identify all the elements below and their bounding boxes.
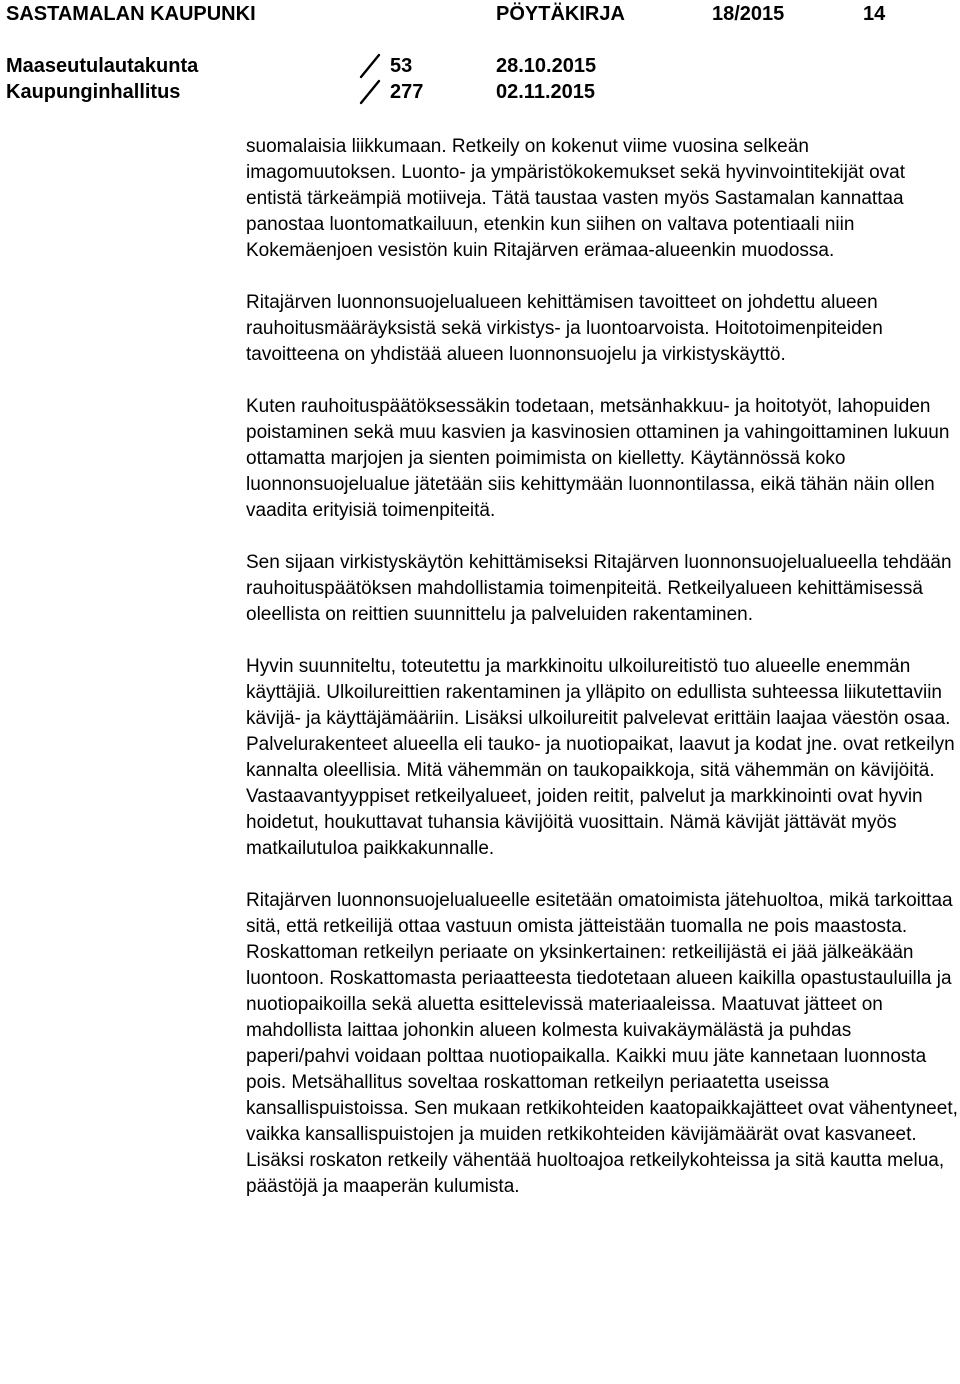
committee-name: Kaupunginhallitus xyxy=(6,81,181,103)
document-header xyxy=(0,0,960,110)
section-number: 53 xyxy=(390,55,413,77)
body-paragraph: Kuten rauhoituspäätöksessäkin todetaan, metsänhakkuu- ja hoitotyöt, lahopuiden poistaminen sekä muu kasvien ja kasvinosien ottaminen ja vahingoittaminen lukuun ottamatta marjojen ja sienten poimimista on kielletty. Käytännössä koko luonnonsuojelualue jätetään siis kehittymään luonnontilassa, eikä tähän näin ollen vaadita erityisiä toimenpiteitä. xyxy=(246,396,950,521)
body-paragraph: Ritajärven luonnonsuojelualueelle esitetään omatoimista jätehuoltoa, mikä tarkoittaa sitä, että retkeilijä ottaa vastuun omista jätteistään tuomalla ne pois maastosta. Roskattoman retkeilyn periaate on yksinkertainen: retkeilijästä ei jää jälkeäkään luontoon. Roskattomasta periaatteesta tiedotetaan alueen kaikilla opastustauluilla ja nuotiopaikoilla sekä aluetta esittelevissä materiaaleissa. Maatuvat jätteet on mahdollista laittaa johonkin alueen kolmesta kuivakäymälästä ja puhdas paperi/pahvi voidaan polttaa nuotiopaikalla. Kaikki muu jäte kannetaan luonnosta pois. Metsähallitus soveltaa roskattoman retkeilyn periaatetta useissa kansallispuistoissa. Sen mukaan retkikohteiden kaatopaikkajätteet ovat vähentyneet, vaikka kansallispuistojen ja muiden retkikohteiden kävijämäärät ovat kasvaneet. Lisäksi roskaton retkeily vähentää huoltoajoa retkeilykohteissa ja sitä kautta melua, päästöjä ja maaperän kulumista. xyxy=(246,890,958,1197)
section-number: 277 xyxy=(390,81,424,103)
meeting-date: 02.11.2015 xyxy=(496,81,595,103)
section-sign-icon xyxy=(357,79,383,105)
section-sign-icon xyxy=(357,53,383,79)
city-name: SASTAMALAN KAUPUNKI xyxy=(6,3,256,25)
document-type: PÖYTÄKIRJA xyxy=(496,3,625,25)
body-paragraph: Hyvin suunniteltu, toteutettu ja markkinoitu ulkoilureitistö tuo alueelle enemmän käyttäjiä. Ulkoilureittien rakentaminen ja ylläpito on edullista suhteessa liikutettaviin kävijä- ja käyttäjämääriin. Lisäksi ulkoilureitit palvelevat erittäin laajaa väestön osaa. Palvelurakenteet alueella eli tauko- ja nuotiopaikat, laavut ja kodat jne. ovat retkeilyn kannalta oleellisia. Mitä vähemmän on taukopaikkoja, sitä vähemmän on kävijöitä. Vastaavantyyppiset retkeilyalueet, joiden reitit, palvelut ja markkinointi ovat hyvin hoidetut, houkuttavat tuhansia kävijöitä vuosittain. Nämä kävijät jättävät myös matkailutuloa paikkakunnalle. xyxy=(246,656,955,859)
body-paragraph: Ritajärven luonnonsuojelualueen kehittämisen tavoitteet on johdettu alueen rauhoitusmääräyksistä sekä virkistys- ja luontoarvoista. Hoitotoimenpiteiden tavoitteena on yhdistää alueen luonnonsuojelu ja virkistyskäyttö. xyxy=(246,292,883,365)
body-paragraph: suomalaisia liikkumaan. Retkeily on kokenut viime vuosina selkeän imagomuutoksen. Luonto- ja ympäristökokemukset sekä hyvinvointitekijät ovat entistä tärkeämpiä motiiveja. Tätä taustaa vasten myös Sastamalan kannattaa panostaa luontomatkailuun, etenkin kun siihen on valtava potentiaali niin Kokemäenjoen vesistön kuin Ritajärven erämaa-alueenkin muodossa. xyxy=(246,136,905,261)
document-body xyxy=(246,134,958,1200)
page-number: 14 xyxy=(863,3,886,25)
body-paragraph: Sen sijaan virkistyskäytön kehittämiseksi Ritajärven luonnonsuojelualueella tehdään rauhoituspäätöksen mahdollistamia toimenpiteitä. Retkeilyalueen kehittämisessä oleellista on reittien suunnittelu ja palveluiden rakentaminen. xyxy=(246,552,952,625)
committee-name: Maaseutulautakunta xyxy=(6,55,199,77)
document-number: 18/2015 xyxy=(712,3,785,25)
meeting-date: 28.10.2015 xyxy=(496,55,597,77)
